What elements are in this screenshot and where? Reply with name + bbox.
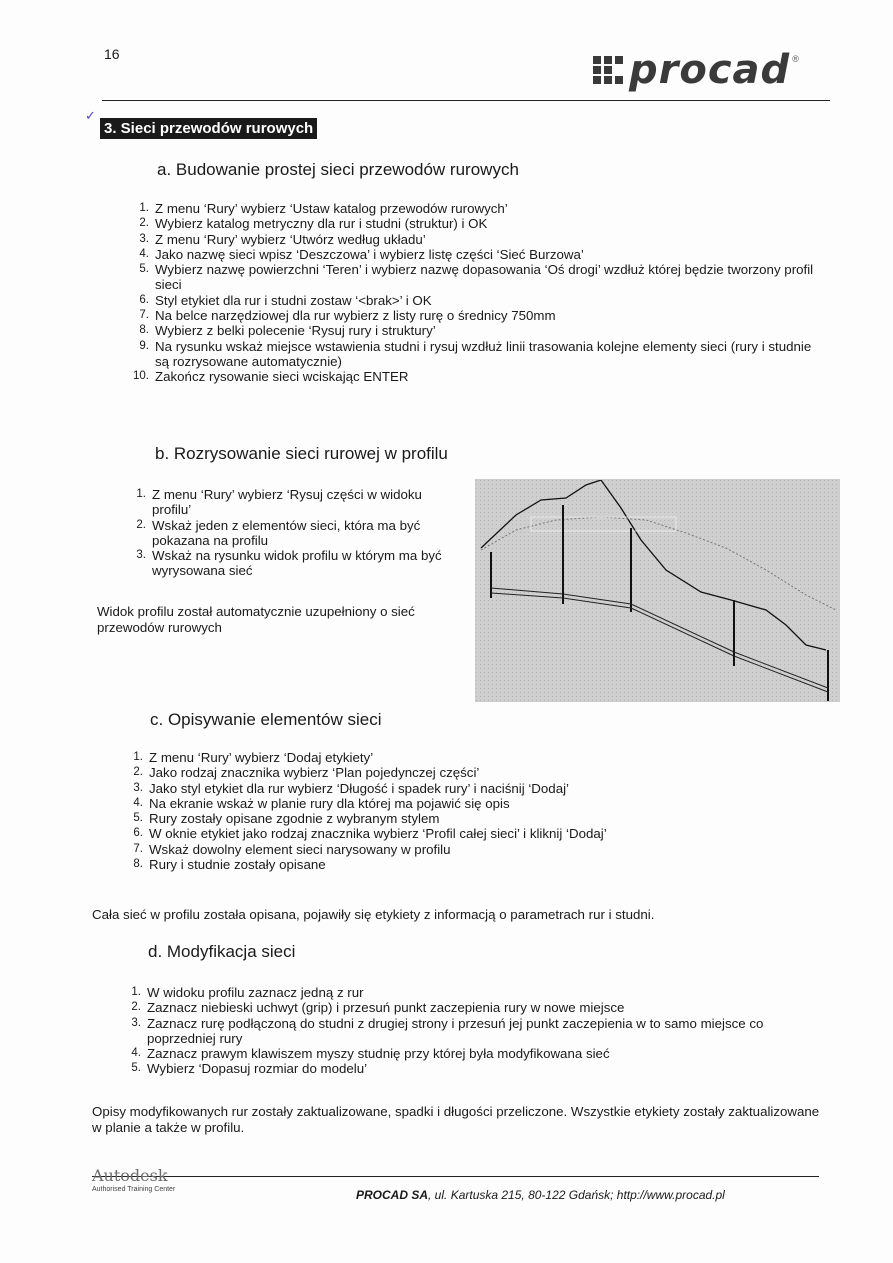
footer-address-text: , ul. Kartuska 215, 80-122 Gdańsk; http://www.procad.pl [428,1188,725,1202]
autodesk-logo [92,1168,175,1193]
footer-company: PROCAD SA [356,1188,429,1202]
list-item: 9. Na rysunku wskaż miejsce wstawienia studni i rysuj wzdłuż linii trasowania kolejne elementy sieci (rury i studnie są rozrysowane automatycznie) [139,338,812,369]
list-item: 4. Na ekranie wskaż w planie rury dla której ma pojawić się opis [133,795,510,811]
list-item: 1. Z menu ‘Rury’ wybierz ‘Rysuj części w widoku profilu’ [136,487,422,518]
list-item: 5. Wybierz nazwę powierzchni ‘Teren’ i wybierz nazwę dopasowania ‘Oś drogi’ wzdłuż której będzie tworzony profil sieci [139,262,814,293]
autodesk-name: Autodesk [92,1166,168,1185]
autodesk-subtitle: Authorised Training Center [92,1186,176,1193]
header-rule [102,100,830,101]
footer-rule [92,1176,819,1177]
subsection-b-title: b. Rozrysowanie sieci rurowej w profilu [155,444,448,463]
list-item: 3. Wskaż na rysunku widok profilu w którym ma być wyrysowana sieć [136,548,442,579]
profile-view-drawing [476,480,839,701]
subsection-d-steps [131,985,787,1077]
list-item: 2. Zaznacz niebieski uchwyt (grip) i przesuń punkt zaczepienia rury w nowe miejsce [131,1000,625,1016]
subsection-c-steps [133,750,809,873]
procad-logo-text: procad [629,47,791,93]
subsection-d-title: d. Modyfikacja sieci [148,942,296,961]
list-item: 10. Zakończ rysowanie sieci wciskając ENTER [133,369,409,385]
section-title: 3. Sieci przewodów rurowych [100,118,317,139]
list-item: 1. Z menu ‘Rury’ wybierz ‘Ustaw katalog przewodów rurowych’ [139,201,508,216]
list-item: 5. Wybierz ‘Dopasuj rozmiar do modelu’ [131,1061,368,1077]
list-item: 8. Rury i studnie zostały opisane [133,857,326,873]
procad-logo-icon [593,56,623,84]
list-item: 6. Styl etykiet dla rur i studni zostaw ‘<brak>’ i OK [139,292,432,308]
subsection-b-steps [136,487,464,579]
list-item: 2. Wskaż jeden z elementów sieci, która ma być pokazana na profilu [136,517,421,548]
subsection-b-note: Widok profilu został automatycznie uzupełniony o sieć przewodów rurowych [97,604,415,635]
list-item: 6. W oknie etykiet jako rodzaj znacznika wybierz ‘Profil całej sieci’ i kliknij ‘Dodaj’ [133,826,607,842]
subsection-a-steps [133,201,815,385]
procad-logo [593,47,799,93]
handwritten-check-icon: ✓ [85,108,96,123]
registered-mark: ® [792,54,799,64]
list-item: 4. Jako nazwę sieci wpisz ‘Deszczowa’ i wybierz listę części ‘Sieć Burzowa’ [139,246,584,262]
list-item: 7. Na belce narzędziowej dla rur wybierz z listy rurę o średnicy 750mm [139,308,556,324]
page-number: 16 [104,46,120,62]
list-item: 2. Jako rodzaj znacznika wybierz ‘Plan pojedynczej części’ [133,765,480,781]
list-item: 1. W widoku profilu zaznacz jedną z rur [131,985,364,1000]
footer-address [356,1188,725,1202]
list-item: 2. Wybierz katalog metryczny dla rur i studni (struktur) i OK [139,216,488,232]
subsection-c-title: c. Opisywanie elementów sieci [150,710,382,729]
list-item: 5. Rury zostały opisane zgodnie z wybranym stylem [133,811,440,827]
list-item: 3. Z menu ‘Rury’ wybierz ‘Utwórz według układu’ [139,231,426,247]
list-item: 3. Jako styl etykiet dla rur wybierz ‘Długość i spadek rury’ i naciśnij ‘Dodaj’ [133,780,569,796]
list-item: 8. Wybierz z belki polecenie ‘Rysuj rury i struktury’ [139,323,436,339]
list-item: 7. Wskaż dowolny element sieci narysowany w profilu [133,841,451,857]
subsection-a-title: a. Budowanie prostej sieci przewodów rurowych [157,160,519,179]
subsection-d-note: Opisy modyfikowanych rur zostały zaktualizowane, spadki i długości przeliczone. Wszystkie etykiety zostały zaktualizowane w planie a także w profilu. [92,1104,820,1135]
list-item: 1. Z menu ‘Rury’ wybierz ‘Dodaj etykiety’ [133,750,374,765]
list-item: 3. Zaznacz rurę podłączoną do studni z drugiej strony i przesuń jej punkt zaczepienia w to samo miejsce co poprzedniej rury [131,1015,764,1046]
profile-view-figure [475,479,840,702]
list-item: 4. Zaznacz prawym klawiszem myszy studnię przy której była modyfikowana sieć [131,1046,610,1062]
subsection-c-note: Cała sieć w profilu została opisana, pojawiły się etykiety z informacją o parametrach rur i studni. [92,907,655,922]
